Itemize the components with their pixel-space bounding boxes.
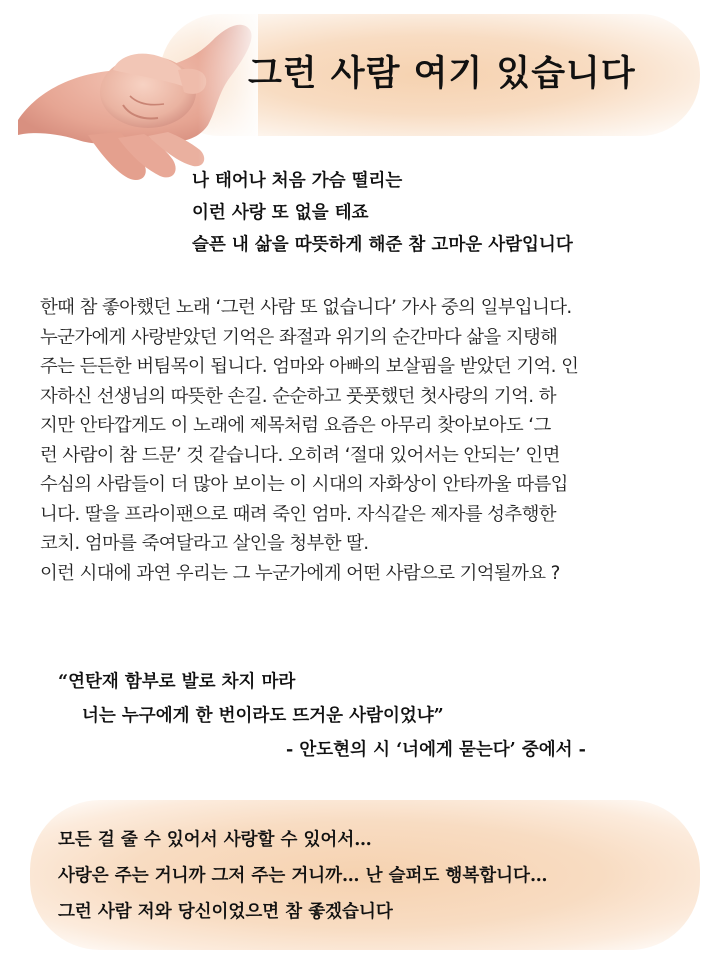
hand-photo-icon <box>18 0 258 190</box>
lyric-line: 나 태어나 처음 가슴 떨리는 <box>192 171 403 191</box>
body-line: 지만 안타깝게도 이 노래에 제목처럼 요즘은 아무리 찾아보아도 ‘그 <box>40 415 551 436</box>
body-line: 이런 시대에 과연 우리는 그 누군가에게 어떤 사람으로 기억될까요 ? <box>40 562 560 584</box>
body-paragraph <box>40 293 700 588</box>
body-line: 자하신 선생님의 따뜻한 손길. 순순하고 풋풋했던 첫사랑의 기억. 하 <box>40 385 556 407</box>
lyric-line: 이런 사랑 또 없을 테죠 <box>192 203 369 223</box>
lyric-line: 슬픈 내 삶을 따뜻하게 해준 참 고마운 사람입니다 <box>192 235 573 255</box>
quote-source: - 안도현의 시 ‘너에게 묻는다’ 중에서 - <box>286 740 586 760</box>
body-line: 런 사람이 참 드문’ 것 같습니다. 오히려 ‘절대 있어서는 안되는’ 인면 <box>40 444 560 466</box>
body-line: 코치. 엄마를 죽여달라고 살인을 청부한 딸. <box>40 533 369 554</box>
closing-line: 그런 사람 저와 당신이었으면 참 좋겠습니다 <box>58 902 393 922</box>
lyrics-block <box>192 165 573 261</box>
body-line: 주는 든든한 버팀목이 됩니다. 엄마와 아빠의 보살핌을 받았던 기억. 인 <box>40 356 579 377</box>
body-line: 누군가에게 사랑받았던 기억은 좌절과 위기의 순간마다 삶을 지탱해 <box>40 326 558 348</box>
closing-line: 사랑은 주는 거니까 그저 주는 거니까… 난 슬퍼도 행복합니다… <box>58 866 548 886</box>
body-line: 니다. 딸을 프라이팬으로 때려 죽인 엄마. 자식같은 제자를 성추행한 <box>40 503 556 525</box>
body-line: 한때 참 좋아했던 노래 ‘그런 사람 또 없습니다’ 가사 중의 일부입니다. <box>40 297 572 318</box>
quote-line: 너는 누구에게 한 번이라도 뜨거운 사람이었냐” <box>82 706 444 726</box>
body-line: 수심의 사람들이 더 많아 보이는 이 시대의 자화상이 안타까울 따름입 <box>40 474 568 495</box>
poem-quote <box>58 665 586 767</box>
quote-line: “연탄재 함부로 발로 차지 마라 <box>58 672 296 692</box>
closing-line: 모든 걸 줄 수 있어서 사랑할 수 있어서… <box>58 830 372 850</box>
page-title: 그런 사람 여기 있습니다 <box>248 53 636 94</box>
closing-text <box>58 822 547 930</box>
